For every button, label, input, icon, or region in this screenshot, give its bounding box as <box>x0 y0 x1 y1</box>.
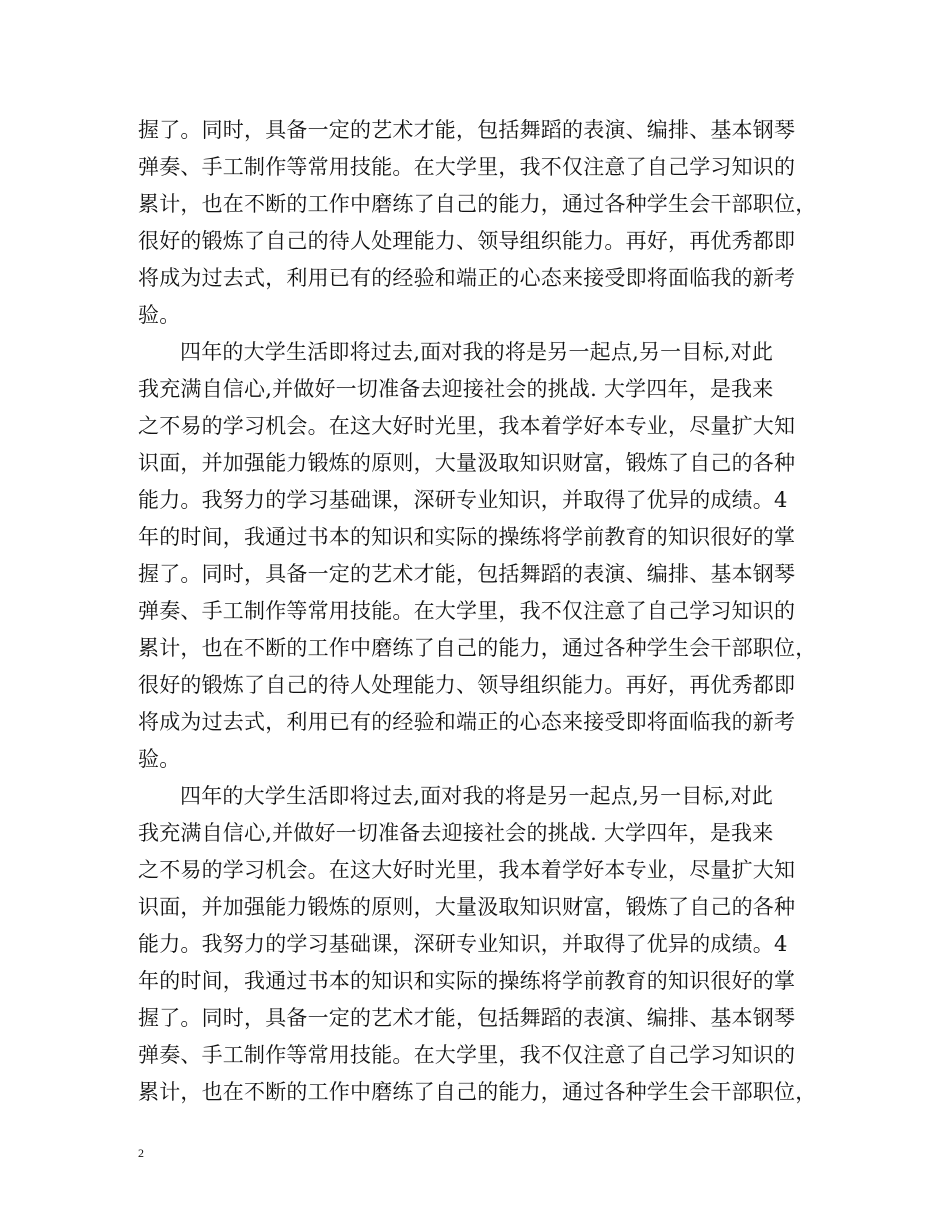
text-line: 弹奏、手工制作等常用技能。在大学里，我不仅注意了自己学习知识的 <box>138 1043 796 1067</box>
text-line: 握了。同时，具备一定的艺术才能，包括舞蹈的表演、编排、基本钢琴 <box>138 562 796 586</box>
body-text <box>138 112 818 1111</box>
text-line: 验。 <box>138 303 181 327</box>
text-line: 能力。我努力的学习基础课，深研专业知识，并取得了优异的成绩。4 <box>138 932 788 956</box>
text-line: 我充满自信心,并做好一切准备去迎接社会的挑战. 大学四年，是我来 <box>138 377 774 401</box>
text-line: 弹奏、手工制作等常用技能。在大学里，我不仅注意了自己学习知识的 <box>138 599 796 623</box>
text-line: 识面，并加强能力锻炼的原则，大量汲取知识财富，锻炼了自己的各种 <box>138 451 796 475</box>
text-line: 之不易的学习机会。在这大好时光里，我本着学好本专业，尽量扩大知 <box>138 858 796 882</box>
text-line: 能力。我努力的学习基础课，深研专业知识，并取得了优异的成绩。4 <box>138 488 788 512</box>
text-line: 很好的锻炼了自己的待人处理能力、领导组织能力。再好，再优秀都即 <box>138 673 796 697</box>
text-line: 累计，也在不断的工作中磨练了自己的能力，通过各种学生会干部职位， <box>138 192 817 216</box>
paragraph-first-line: 四年的大学生活即将过去,面对我的将是另一起点,另一目标,对此 <box>180 784 774 808</box>
text-line: 年的时间，我通过书本的知识和实际的操练将学前教育的知识很好的掌 <box>138 969 796 993</box>
page-number: 2 <box>138 1146 144 1160</box>
text-line: 弹奏、手工制作等常用技能。在大学里，我不仅注意了自己学习知识的 <box>138 155 796 179</box>
text-line: 累计，也在不断的工作中磨练了自己的能力，通过各种学生会干部职位， <box>138 636 817 660</box>
text-line: 累计，也在不断的工作中磨练了自己的能力，通过各种学生会干部职位， <box>138 1080 817 1104</box>
text-line: 很好的锻炼了自己的待人处理能力、领导组织能力。再好，再优秀都即 <box>138 229 796 253</box>
text-line: 验。 <box>138 747 181 771</box>
text-line: 我充满自信心,并做好一切准备去迎接社会的挑战. 大学四年，是我来 <box>138 821 774 845</box>
text-line: 年的时间，我通过书本的知识和实际的操练将学前教育的知识很好的掌 <box>138 525 796 549</box>
text-line: 将成为过去式，利用已有的经验和端正的心态来接受即将面临我的新考 <box>138 266 796 290</box>
text-line: 识面，并加强能力锻炼的原则，大量汲取知识财富，锻炼了自己的各种 <box>138 895 796 919</box>
text-line: 之不易的学习机会。在这大好时光里，我本着学好本专业，尽量扩大知 <box>138 414 796 438</box>
text-line: 将成为过去式，利用已有的经验和端正的心态来接受即将面临我的新考 <box>138 710 796 734</box>
text-line: 握了。同时，具备一定的艺术才能，包括舞蹈的表演、编排、基本钢琴 <box>138 1006 796 1030</box>
text-line: 握了。同时，具备一定的艺术才能，包括舞蹈的表演、编排、基本钢琴 <box>138 118 796 142</box>
paragraph-first-line: 四年的大学生活即将过去,面对我的将是另一起点,另一目标,对此 <box>180 340 774 364</box>
